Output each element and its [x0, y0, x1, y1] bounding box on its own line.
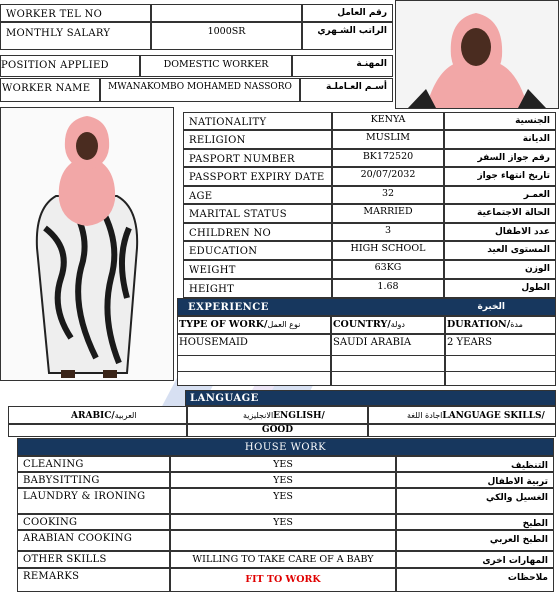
col-duration-label-ar: مدة — [510, 320, 523, 329]
house-work-label: BABYSITTING — [17, 472, 170, 488]
experience-row-type: HOUSEMAID — [177, 334, 331, 386]
language-arabic-label-ar: العربية — [114, 411, 137, 420]
col-country-label-ar: دولة — [390, 320, 405, 329]
experience-row-divider-2 — [177, 371, 556, 372]
experience-row-duration: 2 YEARS — [445, 334, 556, 386]
detail-value: HIGH SCHOOL — [332, 241, 444, 260]
detail-label: PASSPORT EXPIRY DATE — [183, 167, 332, 186]
house-work-label-ar: تربية الاطفال — [396, 472, 554, 488]
language-english-label: ENGLISH/ — [273, 411, 325, 421]
experience-row-country: SAUDI ARABIA — [331, 334, 445, 386]
house-work-header: HOUSE WORK — [17, 438, 554, 456]
detail-label-ar: الديانة — [444, 130, 556, 149]
detail-label-ar: تاريخ انتهاء جواز — [444, 167, 556, 186]
col-type-of-work — [177, 316, 331, 334]
tel-label-ar: رقم العامل — [302, 4, 393, 22]
house-work-value — [170, 530, 396, 551]
detail-label-ar: الوزن — [444, 260, 556, 279]
detail-label-ar: رقم جواز السفر — [444, 149, 556, 167]
language-header — [185, 390, 556, 406]
language-english-label-ar: الانجليزية — [243, 411, 274, 420]
experience-title-ar: الخبرة — [477, 302, 505, 312]
language-skills-label: LANGUAGE SKILLS/ — [442, 411, 545, 421]
language-skills — [368, 406, 556, 424]
experience-title: EXPERIENCE — [188, 302, 269, 313]
detail-label: PASPORT NUMBER — [183, 149, 332, 167]
house-work-value: FIT TO WORK — [170, 568, 396, 592]
col-country-label: COUNTRY/ — [333, 319, 391, 330]
detail-value: MUSLIM — [332, 130, 444, 149]
detail-label-ar: الطول — [444, 279, 556, 298]
col-type-label-ar: نوع العمل — [267, 320, 301, 329]
house-work-value: YES — [170, 514, 396, 530]
position-label: POSITION APPLIED — [0, 55, 140, 77]
detail-label: EDUCATION — [183, 241, 332, 260]
detail-value: MARRIED — [332, 204, 444, 223]
name-label: WORKER NAME — [0, 78, 100, 102]
house-work-label-ar: التنظيف — [396, 456, 554, 472]
house-work-label: CLEANING — [17, 456, 170, 472]
language-skills-label-ar: اجادة اللغة — [407, 411, 443, 420]
detail-value: 1.68 — [332, 279, 444, 298]
detail-label: RELIGION — [183, 130, 332, 149]
house-work-value: WILLING TO TAKE CARE OF A BABY — [170, 551, 396, 568]
detail-label-ar: الجنسية — [444, 112, 556, 130]
house-work-label-ar: الغسيل والكي — [396, 488, 554, 514]
detail-value: 32 — [332, 186, 444, 204]
house-work-label: ARABIAN COOKING — [17, 530, 170, 551]
detail-label-ar: العمـر — [444, 186, 556, 204]
col-duration — [445, 316, 556, 334]
house-work-label: OTHER SKILLS — [17, 551, 170, 568]
col-type-label: TYPE OF WORK/ — [179, 319, 268, 330]
portrait-image — [396, 1, 558, 108]
language-arabic — [8, 406, 187, 424]
language-title: LANGUAGE — [190, 393, 259, 404]
salary-value: 1000SR — [151, 22, 302, 50]
detail-value: 63KG — [332, 260, 444, 279]
language-arabic-label: ARABIC/ — [71, 411, 115, 421]
house-work-value: YES — [170, 488, 396, 514]
name-value: MWANAKOMBO MOHAMED NASSORO — [100, 78, 300, 102]
detail-value: KENYA — [332, 112, 444, 130]
col-duration-label: DURATION/ — [447, 319, 511, 330]
detail-label: HEIGHT — [183, 279, 332, 298]
tel-label: WORKER TEL NO — [0, 4, 151, 22]
position-label-ar: المهنـة — [292, 55, 393, 77]
col-country — [331, 316, 445, 334]
detail-label: WEIGHT — [183, 260, 332, 279]
full-body-image — [1, 108, 173, 380]
detail-label: NATIONALITY — [183, 112, 332, 130]
house-work-label: LAUNDRY & IRONING — [17, 488, 170, 514]
house-work-label-ar: الطبخ — [396, 514, 554, 530]
language-skills-level — [368, 424, 556, 437]
experience-header — [177, 298, 556, 316]
full-body-photo — [0, 107, 174, 381]
language-arabic-level — [8, 424, 187, 437]
language-english-level: GOOD — [187, 424, 368, 437]
position-value: DOMESTIC WORKER — [140, 55, 292, 77]
house-work-value: YES — [170, 472, 396, 488]
portrait-photo — [395, 0, 559, 109]
house-work-label-ar: الطبخ العربي — [396, 530, 554, 551]
detail-label: CHILDREN NO — [183, 223, 332, 241]
detail-value: 20/07/2032 — [332, 167, 444, 186]
salary-label-ar: الراتب الشـهري — [302, 22, 393, 50]
name-label-ar: أسـم العـاملـة — [300, 78, 393, 102]
detail-value: 3 — [332, 223, 444, 241]
detail-label-ar: الحالة الاجتماعية — [444, 204, 556, 223]
language-english — [187, 406, 368, 424]
house-work-label: COOKING — [17, 514, 170, 530]
detail-label-ar: المستوى العيد — [444, 241, 556, 260]
house-work-value: YES — [170, 456, 396, 472]
experience-row-divider — [177, 355, 556, 356]
detail-label: MARITAL STATUS — [183, 204, 332, 223]
salary-label: MONTHLY SALARY — [0, 22, 151, 50]
house-work-label: REMARKS — [17, 568, 170, 592]
house-work-label-ar: ملاحظات — [396, 568, 554, 592]
tel-value — [151, 4, 302, 22]
detail-label: AGE — [183, 186, 332, 204]
house-work-label-ar: المهارات اخرى — [396, 551, 554, 568]
detail-label-ar: عدد الاطفال — [444, 223, 556, 241]
detail-value: BK172520 — [332, 149, 444, 167]
